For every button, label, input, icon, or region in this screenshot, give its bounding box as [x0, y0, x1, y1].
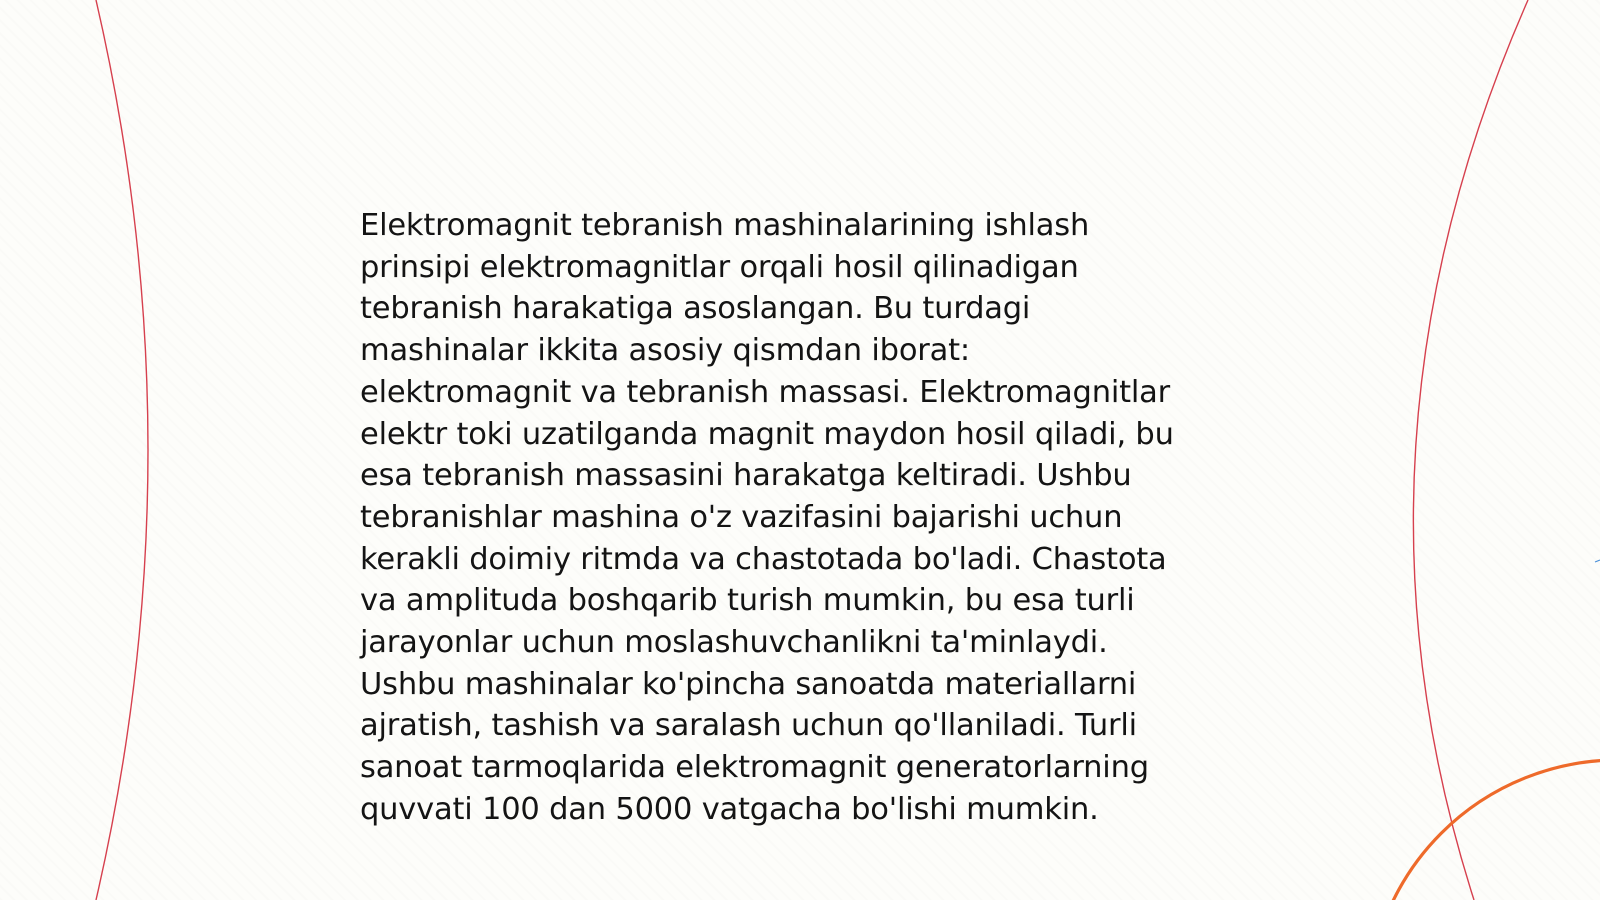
orange-circle-arc [1368, 760, 1600, 900]
left-arc [96, 0, 148, 900]
right-arc [1413, 0, 1528, 900]
tiny-mark [1595, 560, 1600, 562]
body-paragraph: Elektromagnit tebranish mashinalarining ishlash prinsipi elektromagnitlar orqali hosil qilinadigan tebranish harakatiga asoslangan. Bu turdagi mashinalar ikkita asosiy qismdan iborat: elektromagnit va tebranish massasi. Elektromagnitlar elektr toki uzatilganda magnit maydon hosil qiladi, bu esa tebranish massasini harakatga keltiradi. Ushbu tebranishlar mashina o'z vazifasini bajarishi uchun kerakli doimiy ritmda va chastotada bo'ladi. Chastota va amplituda boshqarib turish mumkin, bu esa turli jarayonlar uchun moslashuvchanlikni ta'minlaydi. Ushbu mashinalar ko'pincha sanoatda materiallarni ajratish, tashish va saralash uchun qo'llaniladi. Turli sanoat tarmoqlarida elektromagnit generatorlarning quvvati 100 dan 5000 vatgacha bo'lishi mumkin. [360, 208, 1174, 827]
